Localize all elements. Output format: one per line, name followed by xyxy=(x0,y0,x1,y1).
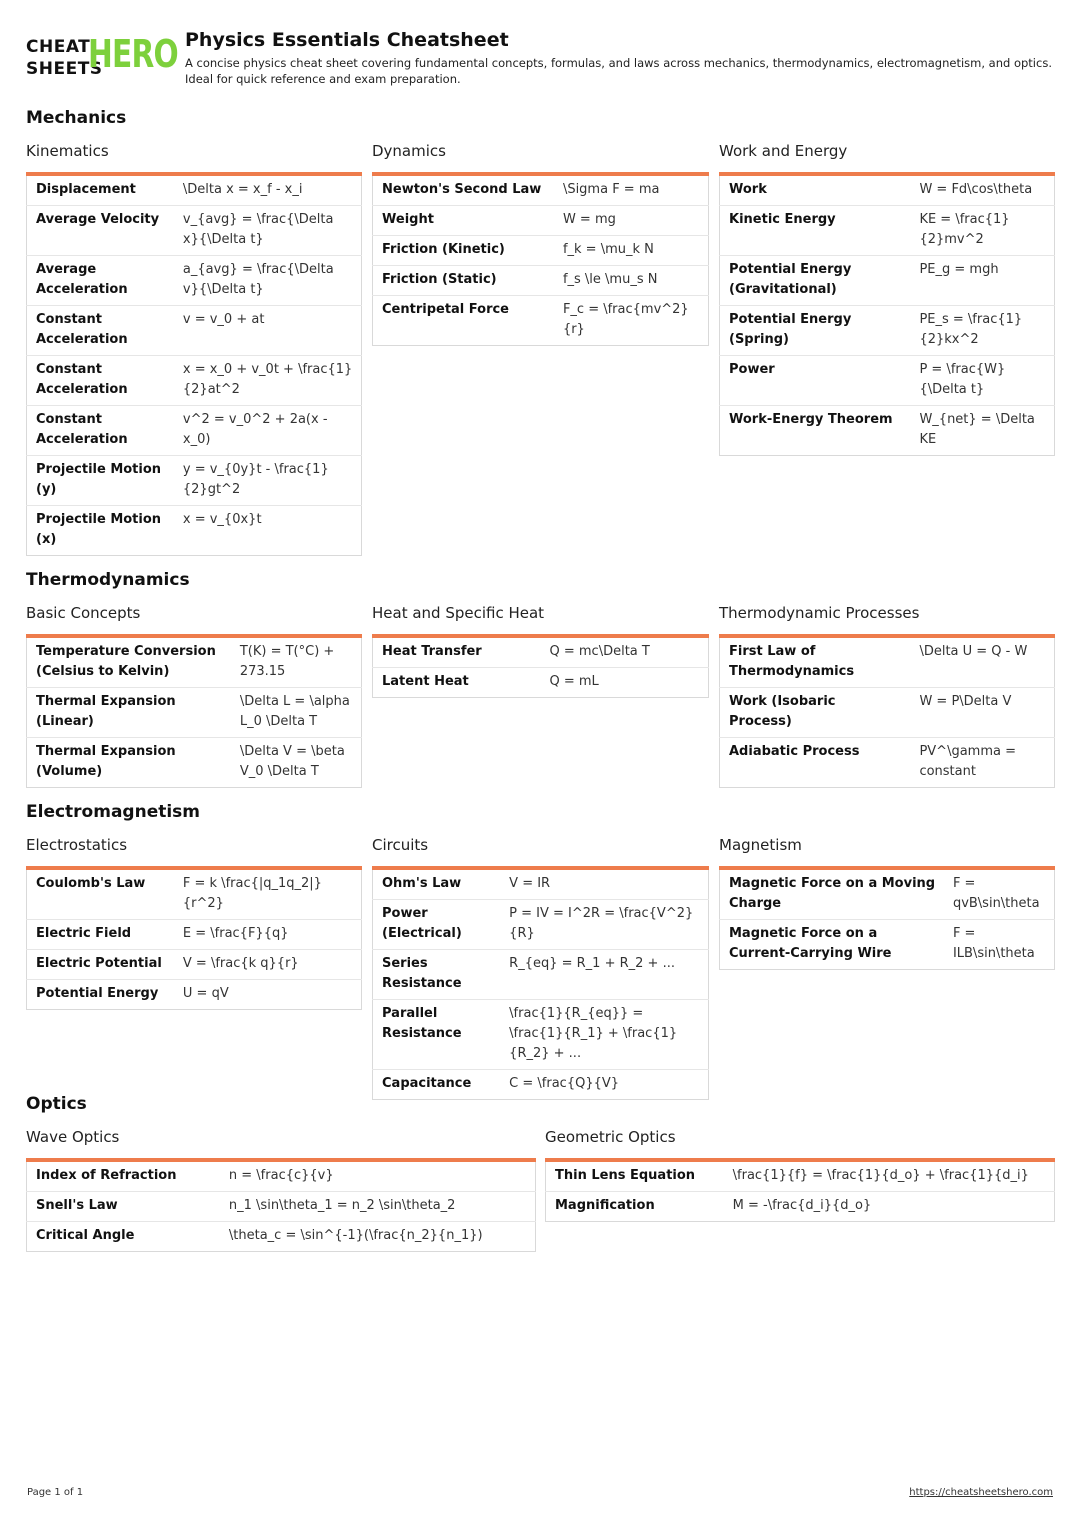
formula-label: Work-Energy Theorem xyxy=(729,412,893,427)
formula-value: F = qvB\sin\theta xyxy=(944,868,1055,920)
formula-row xyxy=(27,980,362,1010)
formula-label: Power (Electrical) xyxy=(373,900,501,950)
formula-label: Coulomb's Law xyxy=(27,868,174,920)
formula-value: PE_s = \frac{1}{2}kx^2 xyxy=(910,306,1054,356)
formula-value: \Sigma F = ma xyxy=(554,174,709,206)
formula-label: Magnetic Force on a Moving Charge xyxy=(720,868,944,920)
formula-row xyxy=(27,1160,536,1192)
formula-table xyxy=(26,634,362,788)
formula-row xyxy=(546,1160,1055,1192)
formula-row xyxy=(27,306,362,356)
formula-value: W = P\Delta V xyxy=(910,688,1054,738)
formula-label: Adiabatic Process xyxy=(729,744,860,759)
formula-label: Power xyxy=(720,356,911,406)
card-magnetism xyxy=(719,835,1055,970)
formula-value: y = v_{0y}t - \frac{1}{2}gt^2 xyxy=(174,456,362,506)
formula-table xyxy=(26,1158,536,1252)
formula-value: \theta_c = \sin^{-1}(\frac{n_2}{n_1}) xyxy=(228,1228,483,1243)
formula-table xyxy=(372,172,709,346)
formula-value: \Delta x = x_f - x_i xyxy=(174,174,362,206)
formula-label: Friction (Kinetic) xyxy=(373,236,554,266)
card-basic-concepts xyxy=(26,603,362,788)
formula-value: W_{net} = \Delta KE xyxy=(919,412,1035,447)
formula-label: Electric Potential xyxy=(27,950,174,980)
formula-table xyxy=(372,866,709,1100)
formula-value: F = k \frac{|q_1q_2|}{r^2} xyxy=(174,868,362,920)
formula-value: PV^\gamma = constant xyxy=(919,744,1016,779)
formula-row xyxy=(27,506,362,556)
formula-label: Friction (Static) xyxy=(373,266,554,296)
formula-label: Weight xyxy=(373,206,554,236)
formula-value: E = \frac{F}{q} xyxy=(174,920,362,950)
formula-label: Potential Energy (Spring) xyxy=(720,306,911,356)
formula-row xyxy=(373,868,709,900)
formula-row xyxy=(720,920,1055,970)
formula-row xyxy=(27,1192,536,1222)
formula-value: W = Fd\cos\theta xyxy=(910,174,1054,206)
card-title: Work and Energy xyxy=(719,142,848,160)
formula-value: f_k = \mu_k N xyxy=(554,236,709,266)
card-title: Circuits xyxy=(372,836,429,854)
card-geometric-optics xyxy=(545,1127,1055,1222)
formula-row xyxy=(720,356,1055,406)
logo-wordmark: CHEAT SHEETS xyxy=(26,37,103,79)
formula-label: Electric Field xyxy=(27,920,174,950)
formula-row xyxy=(373,900,709,950)
logo-hero: HERO xyxy=(88,32,178,76)
formula-table xyxy=(26,866,362,1010)
formula-table xyxy=(719,866,1055,970)
formula-row xyxy=(27,950,362,980)
formula-label: Average Velocity xyxy=(27,206,174,256)
page-description: A concise physics cheat sheet covering fundamental concepts, formulas, and laws across mechanics, thermodynamics, electromagnetism, and optics. Ideal for quick reference and exam preparation. xyxy=(185,56,1052,86)
formula-row xyxy=(27,688,362,738)
card-title: Geometric Optics xyxy=(545,1128,676,1146)
page-title: Physics Essentials Cheatsheet xyxy=(185,29,509,51)
card-title: Thermodynamic Processes xyxy=(719,604,920,622)
formula-table xyxy=(26,172,362,556)
formula-value: \Delta U = Q - W xyxy=(910,636,1054,688)
formula-value: f_s \le \mu_s N xyxy=(554,266,709,296)
card-title: Dynamics xyxy=(372,142,446,160)
formula-label: Magnetic Force on a Current-Carrying Wire xyxy=(729,926,892,961)
formula-label: Constant Acceleration xyxy=(27,406,174,456)
section-title-optics: Optics xyxy=(26,1094,87,1114)
card-heat xyxy=(372,603,709,698)
formula-label: Potential Energy (Gravitational) xyxy=(720,256,911,306)
card-title: Magnetism xyxy=(719,836,802,854)
formula-row xyxy=(720,306,1055,356)
formula-value: x = v_{0x}t xyxy=(182,512,262,527)
card-kinematics xyxy=(26,141,362,556)
formula-label: Capacitance xyxy=(382,1076,472,1091)
formula-value: T(K) = T(°C) + 273.15 xyxy=(231,636,362,688)
formula-label: Latent Heat xyxy=(382,674,469,689)
formula-row xyxy=(720,688,1055,738)
card-thermo-processes xyxy=(719,603,1055,788)
formula-row xyxy=(720,738,1055,788)
formula-label: Series Resistance xyxy=(373,950,501,1000)
card-work-energy xyxy=(719,141,1055,456)
formula-value: C = \frac{Q}{V} xyxy=(509,1076,620,1091)
formula-row xyxy=(27,868,362,920)
formula-value: W = mg xyxy=(554,206,709,236)
card-title: Kinematics xyxy=(26,142,109,160)
formula-label: Kinetic Energy xyxy=(720,206,911,256)
formula-row xyxy=(373,636,709,668)
formula-value: a_{avg} = \frac{\Delta v}{\Delta t} xyxy=(174,256,362,306)
cheatsheetshero-logo[interactable] xyxy=(26,32,178,82)
formula-label: Displacement xyxy=(27,174,174,206)
formula-label: Constant Acceleration xyxy=(27,356,174,406)
formula-label: Work (Isobaric Process) xyxy=(720,688,911,738)
formula-row xyxy=(373,1000,709,1070)
formula-row xyxy=(546,1192,1055,1222)
formula-table xyxy=(372,634,709,698)
formula-row xyxy=(27,406,362,456)
card-dynamics xyxy=(372,141,709,346)
formula-row xyxy=(373,174,709,206)
card-electrostatics xyxy=(26,835,362,1010)
formula-row xyxy=(27,206,362,256)
formula-row xyxy=(373,296,709,346)
formula-label: Parallel Resistance xyxy=(373,1000,501,1070)
formula-label: Newton's Second Law xyxy=(373,174,554,206)
formula-value: \frac{1}{f} = \frac{1}{d_o} + \frac{1}{d_i} xyxy=(724,1160,1055,1192)
formula-value: Q = mL xyxy=(549,674,599,689)
formula-row xyxy=(373,668,709,698)
formula-label: Thermal Expansion (Linear) xyxy=(27,688,231,738)
card-title: Heat and Specific Heat xyxy=(372,604,545,622)
formula-value: R_{eq} = R_1 + R_2 + ... xyxy=(500,950,708,1000)
formula-value: \Delta V = \beta V_0 \Delta T xyxy=(239,744,345,779)
formula-value: n_1 \sin\theta_1 = n_2 \sin\theta_2 xyxy=(220,1192,536,1222)
formula-value: F = ILB\sin\theta xyxy=(952,926,1035,961)
formula-label: Potential Energy xyxy=(36,986,159,1001)
formula-row xyxy=(27,1222,536,1252)
page-header xyxy=(26,28,1056,92)
formula-value: KE = \frac{1}{2}mv^2 xyxy=(910,206,1054,256)
formula-value: \Delta L = \alpha L_0 \Delta T xyxy=(231,688,362,738)
section-title-electromagnetism: Electromagnetism xyxy=(26,802,201,822)
formula-table xyxy=(719,172,1055,456)
formula-value: v_{avg} = \frac{\Delta x}{\Delta t} xyxy=(174,206,362,256)
formula-label: Heat Transfer xyxy=(373,636,541,668)
formula-label: Average Acceleration xyxy=(27,256,174,306)
formula-value: M = -\frac{d_i}{d_o} xyxy=(732,1198,872,1213)
formula-row xyxy=(27,738,362,788)
formula-row xyxy=(27,636,362,688)
formula-table xyxy=(545,1158,1055,1222)
formula-value: v^2 = v_0^2 + 2a(x - x_0) xyxy=(174,406,362,456)
formula-label: Thermal Expansion (Volume) xyxy=(36,744,176,779)
formula-label: Projectile Motion (y) xyxy=(27,456,174,506)
formula-value: F_c = \frac{mv^2}{r} xyxy=(562,302,689,337)
formula-label: Ohm's Law xyxy=(373,868,501,900)
card-title: Wave Optics xyxy=(26,1128,120,1146)
formula-row xyxy=(373,950,709,1000)
formula-value: V = \frac{k q}{r} xyxy=(174,950,362,980)
formula-row xyxy=(373,1070,709,1100)
formula-table xyxy=(719,634,1055,788)
formula-label: First Law of Thermodynamics xyxy=(720,636,911,688)
formula-label: Snell's Law xyxy=(27,1192,220,1222)
card-circuits xyxy=(372,835,709,1100)
site-link[interactable]: https://cheatsheetshero.com xyxy=(909,1487,1053,1498)
formula-label: Thin Lens Equation xyxy=(546,1160,724,1192)
formula-value: P = IV = I^2R = \frac{V^2}{R} xyxy=(500,900,708,950)
formula-label: Index of Refraction xyxy=(27,1160,220,1192)
formula-row xyxy=(720,406,1055,456)
formula-label: Constant Acceleration xyxy=(27,306,174,356)
formula-label: Projectile Motion (x) xyxy=(36,512,162,547)
formula-row xyxy=(720,174,1055,206)
formula-label: Magnification xyxy=(555,1198,655,1213)
formula-value: V = IR xyxy=(500,868,708,900)
formula-row xyxy=(373,266,709,296)
formula-row xyxy=(27,174,362,206)
formula-value: x = x_0 + v_0t + \frac{1}{2}at^2 xyxy=(174,356,362,406)
formula-row xyxy=(27,356,362,406)
formula-label: Critical Angle xyxy=(36,1228,135,1243)
formula-label: Centripetal Force xyxy=(382,302,510,317)
section-title-thermodynamics: Thermodynamics xyxy=(26,570,190,590)
card-title: Basic Concepts xyxy=(26,604,141,622)
formula-row xyxy=(720,206,1055,256)
formula-value: PE_g = mgh xyxy=(910,256,1054,306)
formula-row xyxy=(720,256,1055,306)
formula-value: v = v_0 + at xyxy=(174,306,362,356)
formula-value: P = \frac{W}{\Delta t} xyxy=(910,356,1054,406)
formula-value: n = \frac{c}{v} xyxy=(220,1160,536,1192)
formula-value: Q = mc\Delta T xyxy=(541,636,709,668)
page-number: Page 1 of 1 xyxy=(27,1487,84,1498)
formula-value: \frac{1}{R_{eq}} = \frac{1}{R_1} + \frac{1}{R_2} + ... xyxy=(500,1000,708,1070)
formula-label: Work xyxy=(720,174,911,206)
formula-row xyxy=(720,868,1055,920)
formula-row xyxy=(27,256,362,306)
formula-label: Temperature Conversion (Celsius to Kelvin) xyxy=(27,636,231,688)
formula-row xyxy=(720,636,1055,688)
formula-row xyxy=(27,920,362,950)
card-title: Electrostatics xyxy=(26,836,128,854)
section-title-mechanics: Mechanics xyxy=(26,108,127,128)
formula-value: U = qV xyxy=(182,986,229,1001)
formula-row xyxy=(27,456,362,506)
formula-row xyxy=(373,206,709,236)
card-wave-optics xyxy=(26,1127,536,1252)
formula-row xyxy=(373,236,709,266)
